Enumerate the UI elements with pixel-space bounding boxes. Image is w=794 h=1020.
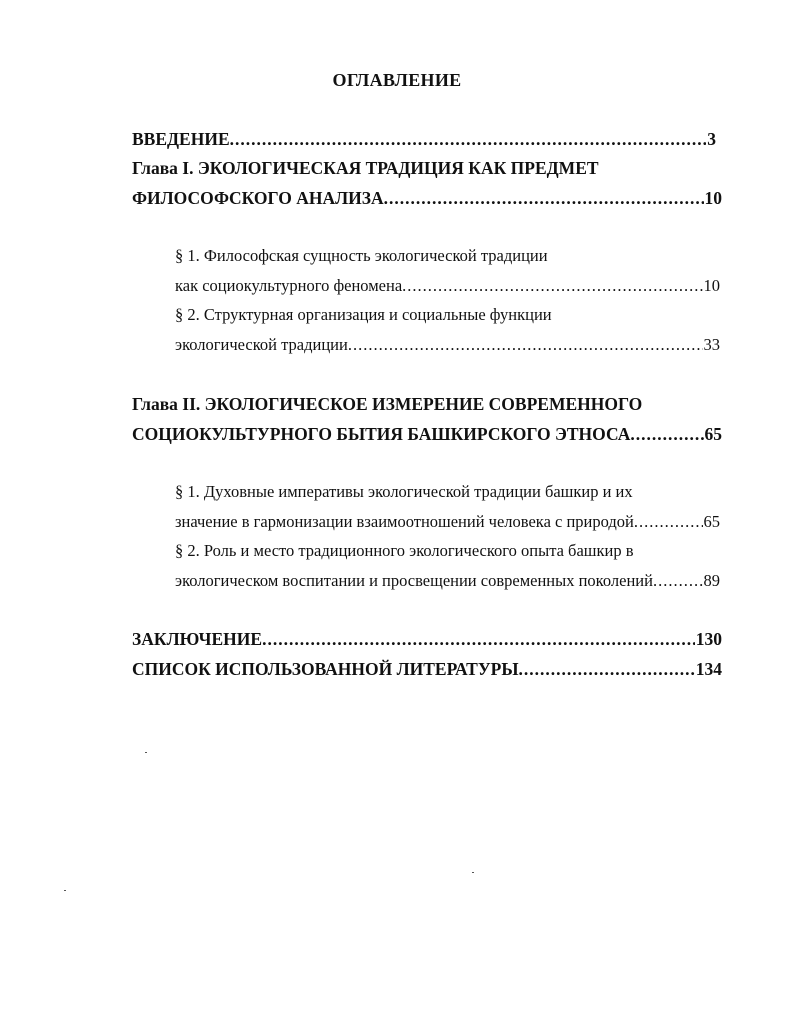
leader-dots xyxy=(230,128,707,150)
toc-page-number: 134 xyxy=(695,659,722,679)
toc-chapter2-section2-cont xyxy=(175,570,720,592)
leader-dots xyxy=(384,187,704,209)
toc-chapter2-section1 xyxy=(175,481,720,503)
toc-chapter1-section2-cont xyxy=(175,334,720,356)
toc-chapter2-heading-cont xyxy=(132,423,722,445)
toc-entry-label: СОЦИОКУЛЬТУРНОГО БЫТИЯ БАШКИРСКОГО ЭТНОСА xyxy=(132,424,631,444)
scan-speck xyxy=(145,752,147,753)
toc-entry-conclusion xyxy=(132,628,722,650)
toc-page-number: 89 xyxy=(703,571,720,590)
leader-dots xyxy=(402,275,702,297)
toc-page-number: 10 xyxy=(704,188,722,208)
toc-chapter1-section1 xyxy=(175,245,720,267)
toc-entry-label: значение в гармонизации взаимоотношений человека с природой xyxy=(175,512,634,531)
toc-entry-label: как социокультурного феномена xyxy=(175,276,403,295)
toc-chapter1-heading-cont xyxy=(132,187,722,209)
toc-entry-label: § 1. Философская сущность экологической традиции xyxy=(175,246,548,265)
leader-dots xyxy=(348,334,703,356)
toc-page-number: 3 xyxy=(707,129,716,149)
toc-page-number: 65 xyxy=(703,512,720,531)
leader-dots xyxy=(519,658,695,680)
toc-entry-label: Глава I. ЭКОЛОГИЧЕСКАЯ ТРАДИЦИЯ КАК ПРЕДМЕТ xyxy=(132,158,599,178)
toc-page-number: 33 xyxy=(703,335,720,354)
toc-entry-intro xyxy=(132,128,716,150)
leader-dots xyxy=(634,511,703,533)
toc-entry-label: СПИСОК ИСПОЛЬЗОВАННОЙ ЛИТЕРАТУРЫ xyxy=(132,659,519,679)
toc-page-number: 10 xyxy=(703,276,720,295)
toc-entry-label: ЗАКЛЮЧЕНИЕ xyxy=(132,629,263,649)
toc-chapter2-heading xyxy=(132,393,722,415)
toc-page-number: 130 xyxy=(695,629,722,649)
toc-page-number: 65 xyxy=(704,424,722,444)
toc-entry-label: экологической традиции xyxy=(175,335,348,354)
leader-dots xyxy=(630,423,703,445)
toc-entry-label: Глава II. ЭКОЛОГИЧЕСКОЕ ИЗМЕРЕНИЕ СОВРЕМЕННОГО xyxy=(132,394,643,414)
leader-dots xyxy=(653,570,703,592)
toc-entry-label: § 2. Структурная организация и социальные функции xyxy=(175,305,552,324)
toc-chapter2-section1-cont xyxy=(175,511,720,533)
leader-dots xyxy=(262,628,695,650)
toc-entry-label: § 2. Роль и место традиционного экологического опыта башкир в xyxy=(175,541,634,560)
toc-chapter1-section1-cont xyxy=(175,275,720,297)
scan-speck xyxy=(64,890,66,891)
page-title: ОГЛАВЛЕНИЕ xyxy=(332,70,462,90)
toc-chapter1-heading xyxy=(132,157,716,179)
toc-entry-label: экологическом воспитании и просвещении современных поколений xyxy=(175,571,653,590)
scan-speck xyxy=(472,872,474,873)
toc-chapter1-section2 xyxy=(175,304,720,326)
toc-entry-label: ВВЕДЕНИЕ xyxy=(132,129,230,149)
toc-entry-label: § 1. Духовные императивы экологической традиции башкир и их xyxy=(175,482,633,501)
toc-entry-label: ФИЛОСОФСКОГО АНАЛИЗА xyxy=(132,188,384,208)
toc-entry-references xyxy=(132,658,722,680)
toc-chapter2-section2 xyxy=(175,540,720,562)
